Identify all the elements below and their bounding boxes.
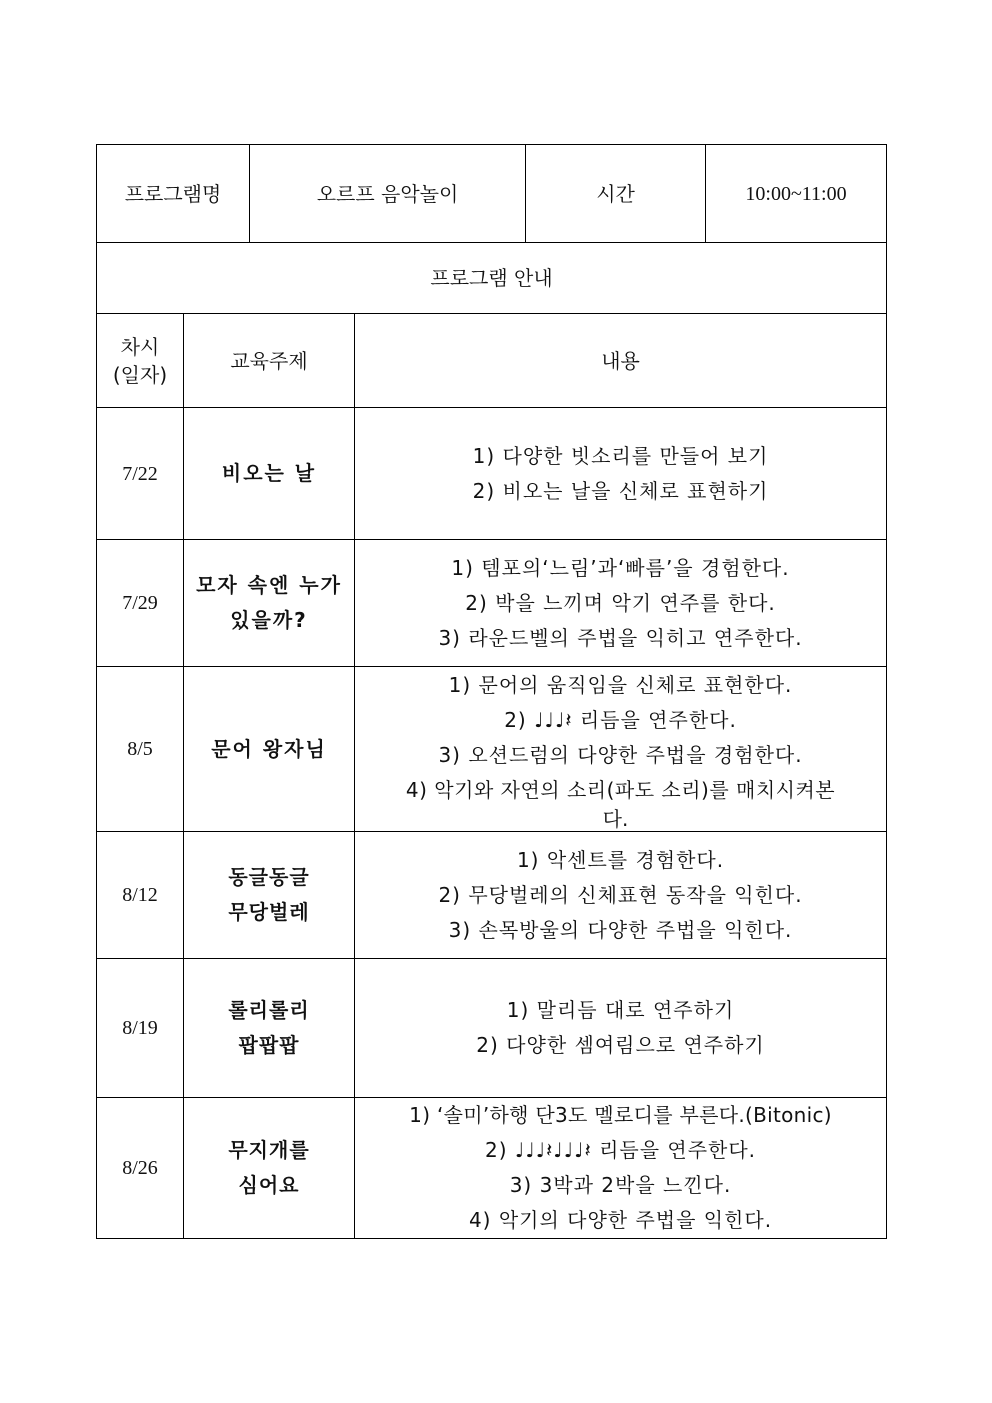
table-row: [97, 959, 887, 1098]
content-item: 2) 다양한 셈여림으로 연주하기: [476, 1033, 765, 1057]
content-item-continuation: 다.: [602, 807, 629, 831]
guide-title: 프로그램 안내: [97, 243, 887, 314]
content-item: 1) ‘솔미’하행 단3도 멜로디를 부른다.(Bitonic): [409, 1103, 832, 1127]
session-date: 8/12: [97, 832, 184, 959]
session-content: [355, 959, 887, 1098]
theme-line: 심어요: [238, 1173, 300, 1197]
session-date: 7/22: [97, 408, 184, 540]
program-table: [96, 144, 887, 1239]
table-row: [97, 667, 887, 832]
content-item: 1) 악센트를 경험한다.: [516, 847, 725, 872]
session-date: 8/26: [97, 1098, 184, 1239]
content-item: 4) 악기의 다양한 주법을 익힌다.: [468, 1208, 773, 1232]
content-item: 3) 3박과 2박을 느낀다.: [509, 1173, 732, 1197]
session-content: [355, 1098, 887, 1239]
time-value: 10:00~11:00: [706, 145, 887, 243]
column-header-row: [97, 314, 887, 408]
session-content: [355, 408, 887, 540]
session-theme: [184, 540, 355, 667]
session-date: 8/5: [97, 667, 184, 832]
session-theme: [184, 667, 355, 832]
session-theme: [184, 408, 355, 540]
col-session-line2: (일자): [112, 362, 168, 387]
time-label: 시간: [526, 145, 706, 243]
session-content: [355, 832, 887, 959]
col-session: [97, 314, 184, 408]
table-row: [97, 832, 887, 959]
content-item: 3) 오션드럼의 다양한 주법을 경험한다.: [438, 743, 803, 767]
session-content: [355, 540, 887, 667]
theme-line: 롤리롤리: [228, 998, 310, 1022]
header-row: [97, 145, 887, 243]
program-name-label: 프로그램명: [97, 145, 250, 243]
content-item: 2) 박을 느끼며 악기 연주를 한다.: [465, 590, 776, 615]
content-item: 1) 다양한 빗소리를 만들어 보기: [472, 443, 769, 468]
content-item: 3) 라운드벨의 주법을 익히고 연주한다.: [438, 625, 803, 650]
col-content: 내용: [355, 314, 887, 408]
session-date: 8/19: [97, 959, 184, 1098]
col-theme: 교육주제: [184, 314, 355, 408]
table-row: [97, 408, 887, 540]
theme-line: 문어 왕자님: [211, 736, 327, 761]
session-content: [355, 667, 887, 832]
program-name-value: 오르프 음악놀이: [250, 145, 526, 243]
content-item: 1) 말리듬 대로 연주하기: [506, 998, 735, 1022]
session-theme: [184, 832, 355, 959]
session-theme: [184, 959, 355, 1098]
theme-line: 무당벌레: [228, 900, 310, 924]
theme-line: 무지개를: [228, 1138, 310, 1162]
session-theme: [184, 1098, 355, 1239]
theme-line: 팝팝팝: [238, 1033, 300, 1057]
table-row: [97, 1098, 887, 1239]
session-date: 7/29: [97, 540, 184, 667]
table-row: [97, 540, 887, 667]
content-item: 2) ♩♩♩𝄽 리듬을 연주한다.: [504, 708, 737, 732]
col-session-line1: 차시: [120, 334, 160, 359]
content-item: 3) 손목방울의 다양한 주법을 익힌다.: [448, 917, 793, 942]
theme-line: 모자 속엔 누가: [196, 573, 342, 597]
content-item: 4) 악기와 자연의 소리(파도 소리)를 매치시켜본: [405, 778, 836, 802]
content-item: 2) 비오는 날을 신체로 표현하기: [472, 478, 769, 503]
content-item: 2) 무당벌레의 신체표현 동작을 익힌다.: [438, 882, 803, 907]
content-item: 1) 템포의‘느림’과‘빠름’을 경험한다.: [451, 555, 790, 580]
theme-line: 비오는 날: [221, 461, 317, 485]
content-item: 2) ♩♩♩𝄽♩♩♩𝄽 리듬을 연주한다.: [485, 1138, 757, 1162]
guide-row: [97, 243, 887, 314]
theme-line: 있을까?: [230, 608, 308, 632]
theme-line: 동글동글: [228, 865, 310, 889]
content-item: 1) 문어의 움직임을 신체로 표현한다.: [448, 673, 793, 697]
